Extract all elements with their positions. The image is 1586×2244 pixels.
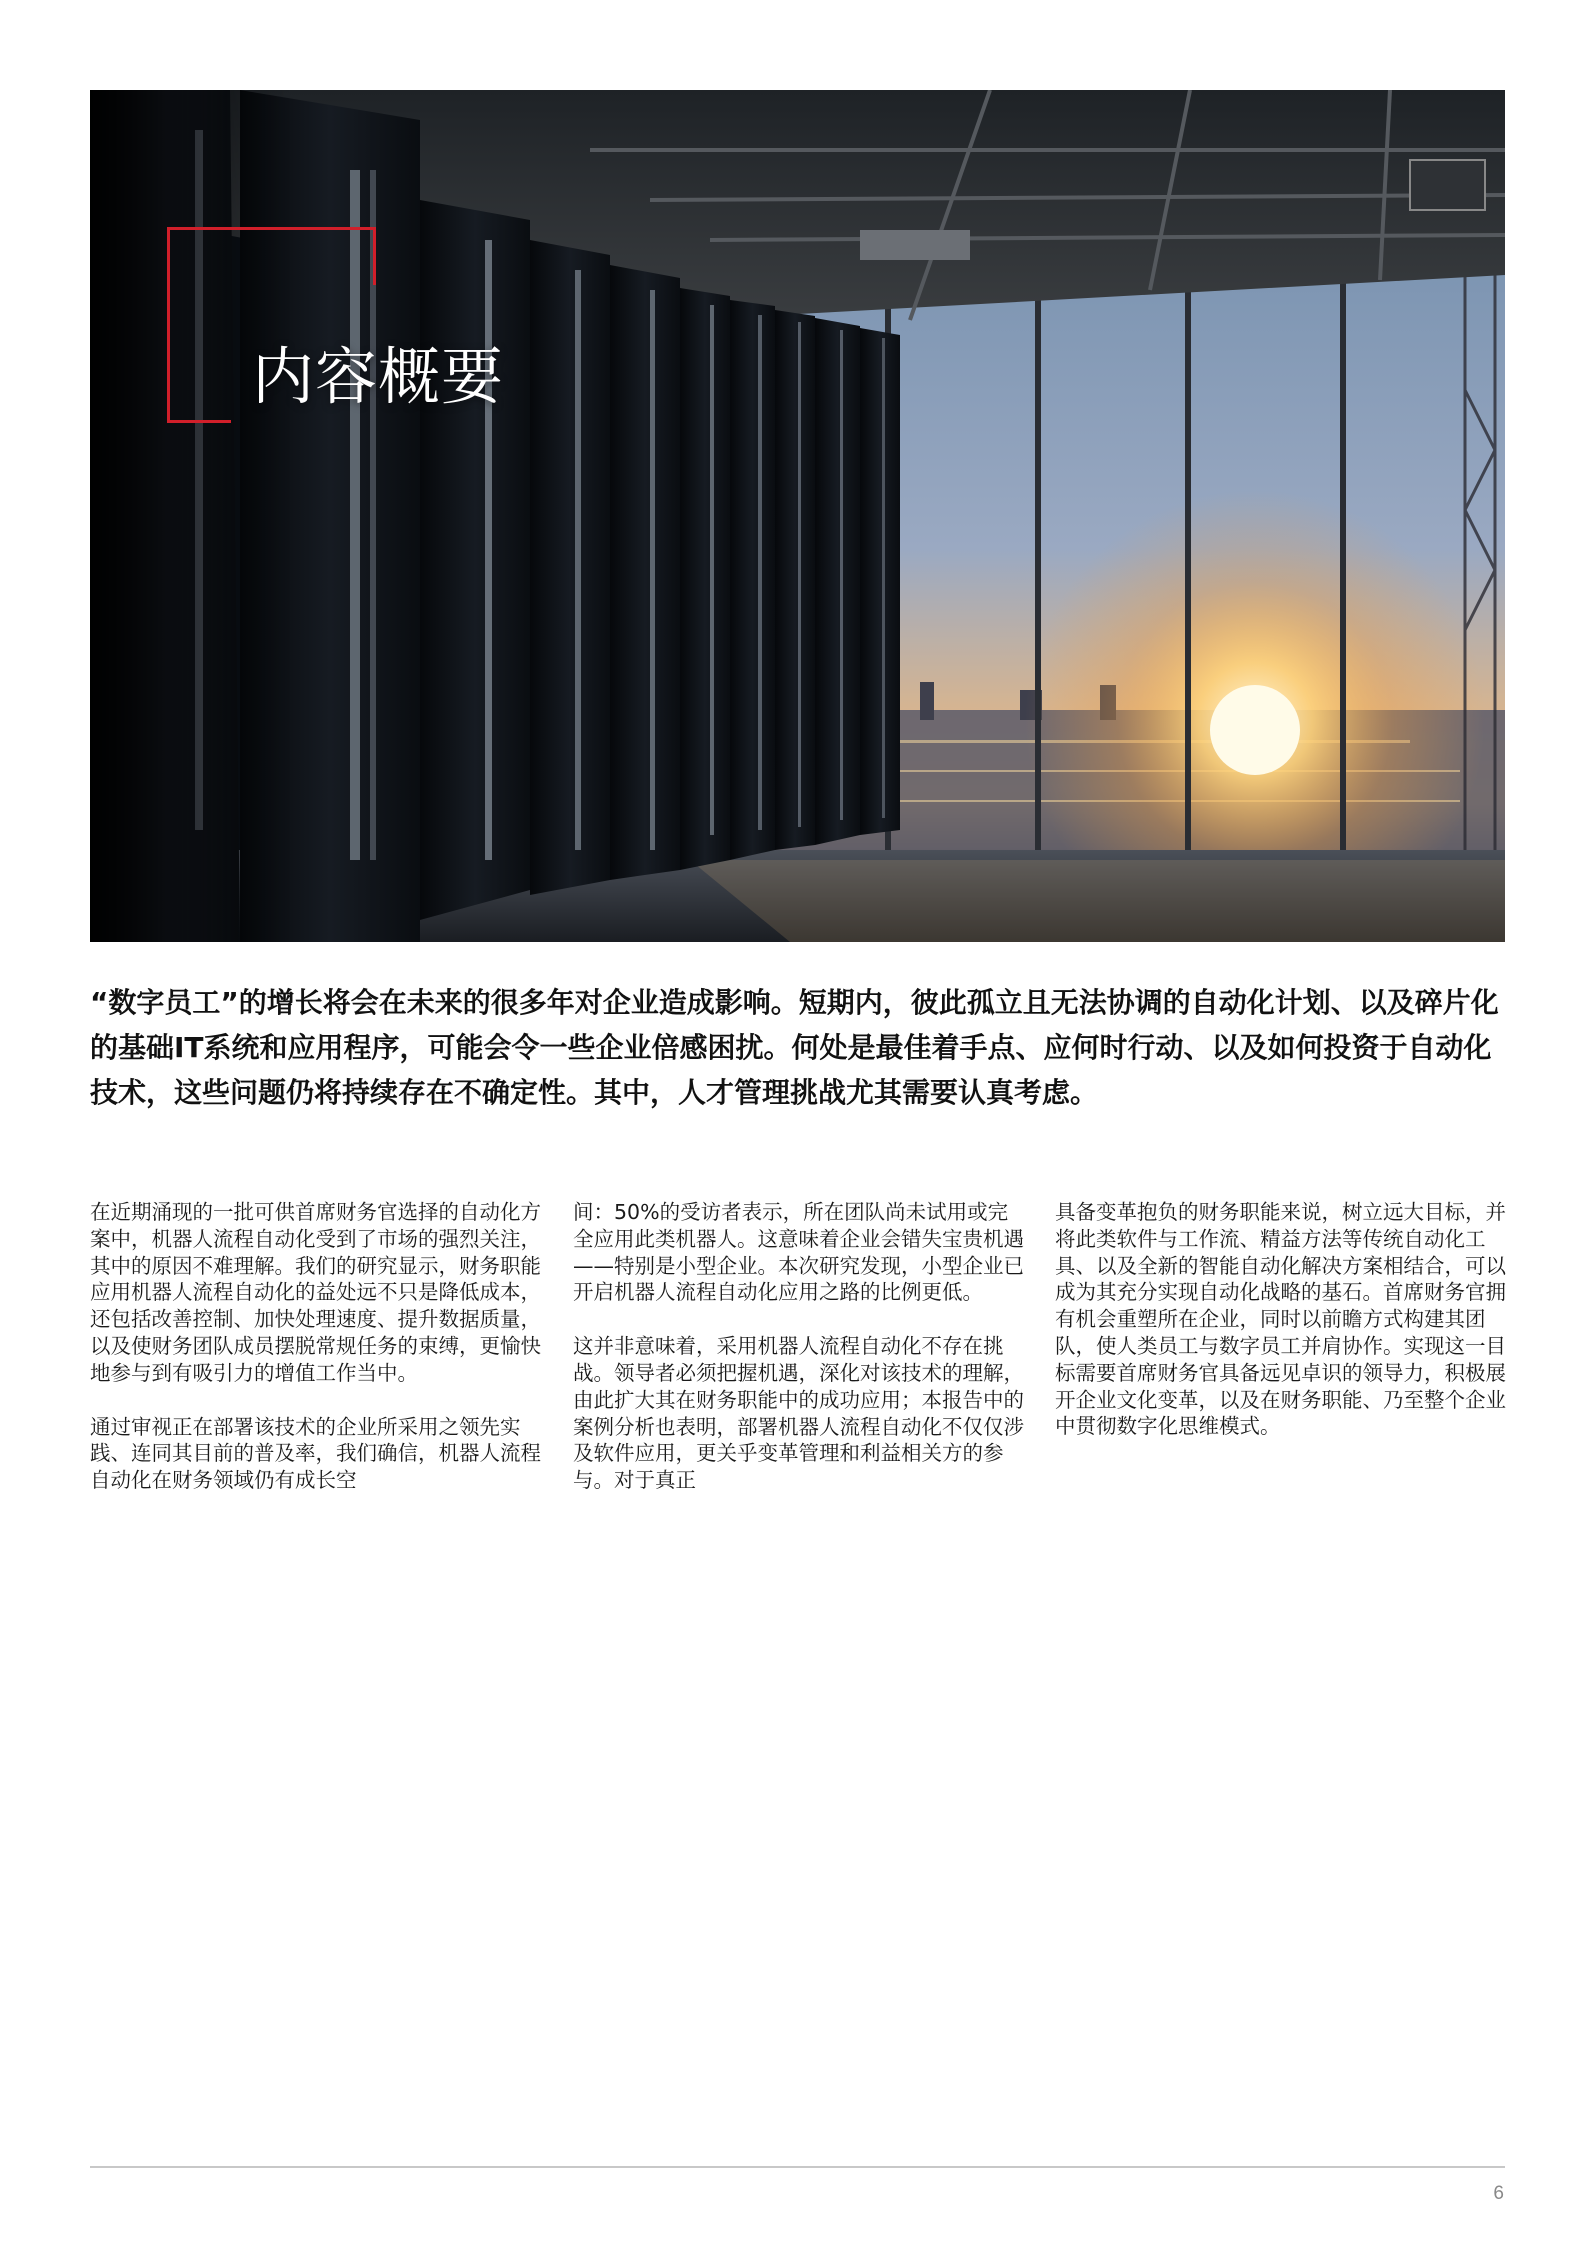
body-column-3 xyxy=(1055,1199,1507,1467)
body-paragraph: 这并非意味着，采用机器人流程自动化不存在挑战。领导者必须把握机遇，深化对该技术的理解，由此扩大其在财务职能中的成功应用；本报告中的案例分析也表明，部署机器人流程自动化不仅仅涉及软件应用，更关乎变革管理和利益相关方的参与。对于真正 xyxy=(573,1334,1024,1493)
body-column-2 xyxy=(573,1199,1025,1521)
server-room-photo xyxy=(90,90,1505,942)
title-accent-tick xyxy=(167,420,231,423)
body-paragraph: 具备变革抱负的财务职能来说，树立远大目标，并将此类软件与工作流、精益方法等传统自动化工具、以及全新的智能自动化解决方案相结合，可以成为其充分实现自动化战略的基石。首席财务官拥有机会重塑所在企业，同时以前瞻方式构建其团队，使人类员工与数字员工并肩协作。实现这一目标需要首席财务官具备远见卓识的领导力，积极展开企业文化变革，以及在财务职能、乃至整个企业中贯彻数字化思维模式。 xyxy=(1055,1200,1506,1439)
body-paragraph: 间：50%的受访者表示，所在团队尚未试用或完全应用此类机器人。这意味着企业会错失宝贵机遇——特别是小型企业。本次研究发现，小型企业已开启机器人流程自动化应用之路的比例更低。 xyxy=(573,1200,1024,1305)
body-paragraph: 通过审视正在部署该技术的企业所采用之领先实践、连同其目前的普及率，我们确信，机器人流程自动化在财务领域仍有成长空 xyxy=(90,1414,541,1493)
page-number: 6 xyxy=(1493,2183,1504,2204)
intro-paragraph: “数字员工”的增长将会在未来的很多年对企业造成影响。短期内，彼此孤立且无法协调的自动化计划、以及碎片化的基础IT系统和应用程序，可能会令一些企业倍感困扰。何处是最佳着手点、应何时行动、以及如何投资于自动化技术，这些问题仍将持续存在不确定性。其中，人才管理挑战尤其需要认真考虑。 xyxy=(90,986,1499,1109)
footer-divider xyxy=(90,2166,1505,2168)
body-paragraph: 在近期涌现的一批可供首席财务官选择的自动化方案中，机器人流程自动化受到了市场的强烈关注，其中的原因不难理解。我们的研究显示，财务职能应用机器人流程自动化的益处远不只是降低成本，还包括改善控制、加快处理速度、提升数据质量，以及使财务团队成员摆脱常规任务的束缚，更愉快地参与到有吸引力的增值工作当中。 xyxy=(90,1200,541,1385)
page-title: 内容概要 xyxy=(252,340,505,413)
body-column-1 xyxy=(90,1199,542,1521)
hero-image xyxy=(90,90,1505,942)
